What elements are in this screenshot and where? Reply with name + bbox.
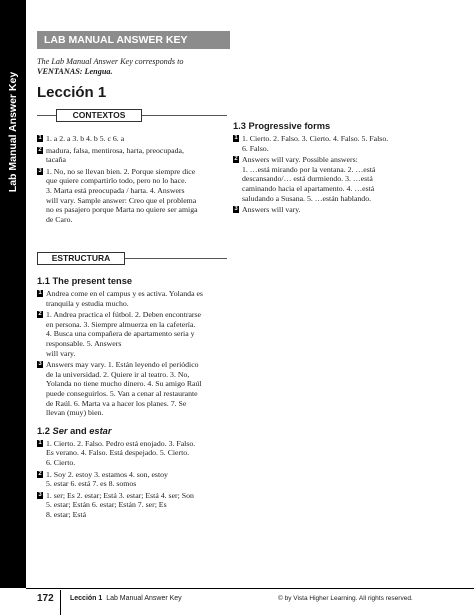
footer-divider (60, 590, 61, 615)
intro-note (37, 57, 247, 77)
footer-rule (26, 588, 474, 589)
list-item: 3 Answers will vary. (234, 205, 301, 215)
list-item: 2 1. Andrea practica el fútbol. 2. Deben encontrarse en persona. 3. Siempre almuerza en la cafetería. 4. Busca una compañera de apartamento seria y responsable. 5. Answers will vary. (38, 310, 202, 358)
item-number: 3 (234, 206, 238, 213)
section-contextos: CONTEXTOS (56, 109, 142, 122)
item-number: 1 (38, 439, 42, 446)
list-item: 2 Answers will vary. Possible answers: 1. …está mirando por la ventana. 2. …está descansando/… está durmiendo. 3. …está caminando hacia el apartamento. 4. …está saludando a Susana. 5. …están hablando. (234, 155, 376, 203)
intro-line-1: The Lab Manual Answer Key corresponds to (37, 57, 184, 66)
item-number: 3 (38, 167, 42, 174)
list-item: 2 madura, falsa, mentirosa, harta, preocupada, tacaña (38, 145, 184, 165)
item-number: 1 (38, 290, 42, 296)
side-label: Lab Manual Answer Key (7, 71, 19, 193)
progressive-column (233, 121, 458, 217)
answer-key-banner: LAB MANUAL ANSWER KEY (37, 31, 230, 49)
list-item: 1 1. a 2. a 3. b 4. b 5. c 6. a (38, 134, 125, 143)
list-item: 3 1. No, no se llevan bien. 2. Porque siempre dice que quiere compartirlo todo, pero no lo hace. 3. Marta está preocupada / harta. 4. Answers will vary. Sample answer: Creo que el problema no es pasajero porque Marta no quiere ser amiga de Caro. (38, 166, 198, 224)
item-number: 2 (234, 156, 238, 163)
section-estructura: ESTRUCTURA (37, 252, 125, 265)
item-number: 2 (38, 146, 42, 153)
page-number: 172 (37, 593, 54, 604)
item-number: 3 (38, 361, 42, 368)
list-item: 3 1. ser; Es 2. estar; Está 3. estar; Está 4. ser; Son 5. estar; Están 6. estar; Están 7. ser; Es 8. estar; Está (38, 490, 194, 519)
item-number: 1 (38, 135, 42, 141)
side-band (0, 0, 26, 588)
intro-line-2: VENTANAS: Lengua. (37, 67, 113, 76)
estructura-column (37, 276, 235, 521)
list-item: 2 1. Soy 2. estoy 3. estamos 4. son, estoy 5. estar 6. está 7. es 8. somos (38, 469, 168, 489)
heading-1-2: 1.2 Ser and estar (37, 425, 112, 436)
contextos-list (37, 134, 232, 226)
heading-1-3: 1.3 Progressive forms (233, 121, 331, 131)
item-number: 3 (38, 491, 42, 498)
item-number: 2 (38, 311, 42, 318)
list-item: 1 Andrea come en el campus y es activa. Yolanda es tranquila y estudia mucho. (38, 289, 203, 308)
footer-lesson: Lección 1 Lab Manual Answer Key (70, 595, 182, 602)
list-item: 1 1. Cierto. 2. Falso. 3. Cierto. 4. Falso. 5. Falso. 6. Falso. (234, 134, 389, 153)
item-number: 2 (38, 470, 42, 477)
heading-1-1: 1.1 The present tense (37, 276, 133, 286)
list-item: 3 Answers may vary. 1. Están leyendo el periódico de la universidad. 2. Quiere ir al teatro. 3. No, Yolanda no tiene mucho dinero. 4. Su amigo Raúl puede conseguirlos. 5. Van a cenar al restaurante de Raúl. 6. Marta va a hacer los planes. 7. Se llevan (muy) bien. (38, 360, 202, 418)
item-number: 1 (234, 135, 238, 141)
lesson-title: Lección 1 (37, 84, 107, 101)
footer-copyright: © by Vista Higher Learning. All rights reserved. (278, 595, 413, 602)
list-item: 1 1. Cierto. 2. Falso. Pedro está enojado. 3. Falso. Es verano. 4. Falso. Está despejado. 5. Cierto. 6. Cierto. (38, 438, 196, 467)
